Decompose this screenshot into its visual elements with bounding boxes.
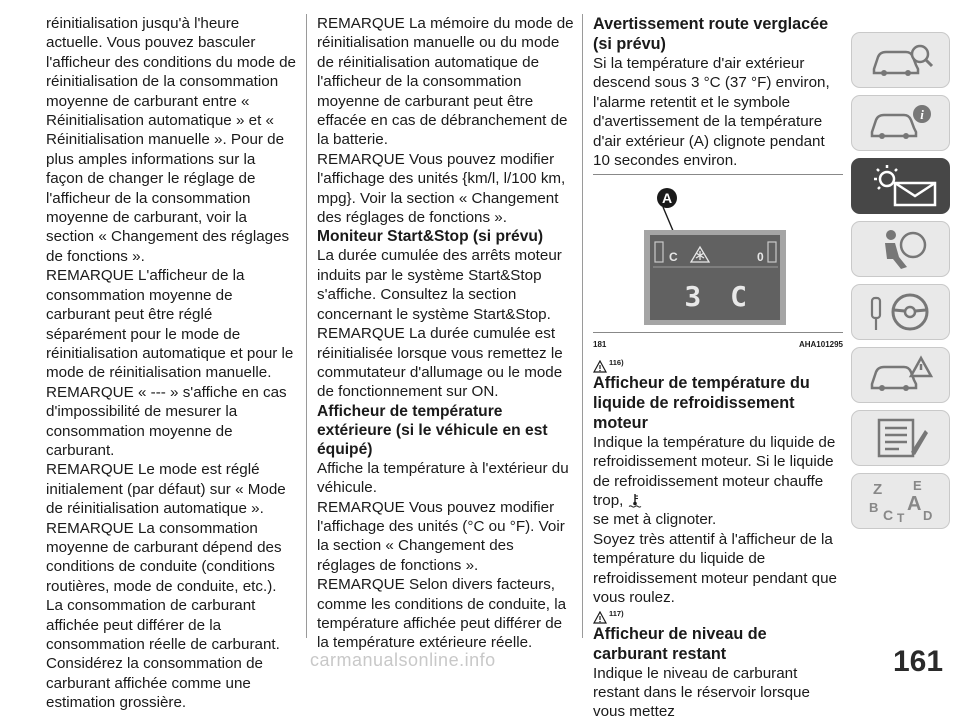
paragraph bbox=[593, 433, 843, 530]
column-1 bbox=[46, 14, 296, 713]
paragraph: REMARQUE Le mode est réglé initialement (par défaut) sur « Mode de réinitialisation automatique ». bbox=[46, 461, 286, 518]
column-divider bbox=[306, 14, 307, 638]
section-heading: Afficheur de température extérieure (si le véhicule en est équipé) bbox=[317, 402, 548, 458]
figure-caption bbox=[593, 332, 843, 354]
paragraph: REMARQUE La consommation moyenne de carburant dépend des conditions de conduite (conditions routières, mode de conduite, etc.). La consommation de carburant affichée peut différer de la consommation réelle de carburant. Considérez la consommation de carburant affichée comme une estimation grossière. bbox=[46, 519, 282, 712]
gauge-cold-label: C bbox=[669, 250, 678, 265]
callout-label: A bbox=[661, 190, 673, 207]
warning-reference bbox=[593, 610, 843, 624]
chapter-tab-starting-driving[interactable] bbox=[851, 284, 950, 340]
warning-reference bbox=[593, 359, 843, 373]
section-heading: Moniteur Start&Stop (si prévu) bbox=[317, 228, 544, 246]
figure-number: 181 bbox=[593, 340, 607, 350]
warning-light-message-icon bbox=[861, 163, 941, 209]
watermark: carmanualsonline.info bbox=[310, 650, 496, 670]
instrument-display-illustration bbox=[593, 175, 843, 332]
section-heading: Afficheur de niveau de carburant restant bbox=[593, 624, 767, 663]
index-letter: T bbox=[896, 511, 904, 524]
paragraph: REMARQUE Selon divers facteurs, comme les conditions de conduite, la température affichée peut différer de la température extérieure réelle. bbox=[317, 576, 567, 652]
paragraph: REMARQUE Vous pouvez modifier l'affichage des unités (°C ou °F). Voir la section « Changement des réglages de fonctions ». bbox=[317, 498, 565, 574]
chapter-tab-emergency[interactable] bbox=[851, 347, 950, 403]
coolant-temperature-icon bbox=[628, 493, 642, 508]
index-letter: D bbox=[922, 508, 932, 523]
paragraph: REMARQUE La mémoire du mode de réinitialisation manuelle ou du mode de réinitialisation automatique de l'afficheur de la consommation moyenne de carburant peut être effacée en cas de débranchement de la batterie. bbox=[317, 15, 574, 149]
chapter-tab-warning-lights[interactable] bbox=[851, 158, 950, 214]
paragraph: Si la température d'air extérieur descend sous 3 °C (37 °F) environ, l'alarme retentit et le symbole d'avertissement de la température d'air extérieur (A) clignote pendant 10 secondes environ. bbox=[593, 55, 830, 170]
airbag-icon bbox=[871, 227, 931, 271]
section-heading: Afficheur de température du liquide de refroidissement moteur bbox=[593, 373, 810, 432]
svg-text:i: i bbox=[919, 107, 924, 122]
column-divider bbox=[582, 14, 583, 638]
paragraph: REMARQUE Vous pouvez modifier l'affichage des unités {km/l, l/100 km, mpg}. Voir la section « Changement des réglages de fonctions ». bbox=[317, 150, 566, 227]
car-breakdown-icon bbox=[866, 354, 936, 396]
car-info-icon bbox=[866, 102, 936, 144]
index-letter: A bbox=[906, 493, 921, 515]
chapter-tab-car-info[interactable] bbox=[851, 95, 950, 151]
paragraph: La durée cumulée des arrêts moteur induits par le système Start&Stop s'affiche. Consultez la section concernant le système Start&Stop. bbox=[317, 247, 562, 323]
page-number: 161 bbox=[893, 645, 944, 678]
paragraph: Affiche la température à l'extérieur du véhicule. bbox=[317, 459, 569, 497]
chapter-sidebar bbox=[851, 32, 959, 536]
paragraph: Soyez très attentif à l'afficheur de la température du liquide de refroidissement moteur pendant que vous roulez. bbox=[593, 530, 837, 607]
paragraph: Indique le niveau de carburant restant dans le réservoir lorsque vous mettez bbox=[593, 664, 810, 721]
paragraph: REMARQUE L'afficheur de la consommation moyenne de carburant peut être réglé séparément pour le mode de réinitialisation automatique et pour le mode de réinitialisation manuelle. bbox=[46, 267, 294, 382]
figure-display-panel bbox=[593, 175, 843, 332]
car-search-icon bbox=[866, 39, 936, 81]
paragraph: REMARQUE La durée cumulée est réinitialisée lorsque vous remettez le commutateur d'allumage ou le mode de fonctionnement sur ON. bbox=[317, 325, 563, 401]
index-letter: E bbox=[912, 478, 922, 493]
warning-triangle-icon bbox=[593, 611, 607, 624]
outside-temperature-readout: 3 C bbox=[684, 280, 753, 314]
index-letter: C bbox=[882, 507, 893, 523]
figure-code: AHA101295 bbox=[798, 340, 843, 350]
column-2 bbox=[317, 14, 575, 653]
warning-reference-number: 116) bbox=[609, 358, 624, 368]
maintenance-list-icon bbox=[871, 416, 931, 460]
section-heading: Avertissement route verglacée (si prévu) bbox=[593, 15, 829, 53]
paragraph: REMARQUE « --- » s'affiche en cas d'impossibilité de mesurer la consommation moyenne de carburant. bbox=[46, 383, 287, 459]
gauge-fuel-label: 0 bbox=[757, 250, 764, 265]
index-letter: B bbox=[868, 500, 878, 515]
warning-reference-number: 117) bbox=[609, 609, 624, 619]
column-3 bbox=[593, 14, 843, 722]
paragraph-text: Indique la température du liquide de refroidissement moteur. Si le liquide de refroidissement moteur chauffe trop, bbox=[593, 433, 836, 510]
index-letter: Z bbox=[872, 481, 882, 498]
chapter-tab-index[interactable] bbox=[851, 473, 950, 529]
warning-triangle-icon bbox=[593, 360, 607, 373]
paragraph-text: se met à clignoter. bbox=[593, 511, 717, 529]
paragraph: réinitialisation jusqu'à l'heure actuelle. Vous pouvez basculer l'afficheur des conditions du mode de réinitialisation de la consommation moyenne de carburant entre « Réinitialisation automatique » et « Réinitialisation manuelle ». Pour de plus amples informations sur la façon de changer le réglage de l'afficheur de la consommation moyenne de carburant, voir la section « Changement des réglages de fonctions ». bbox=[46, 15, 297, 265]
chapter-tab-car-search[interactable] bbox=[851, 32, 950, 88]
steering-key-icon bbox=[866, 290, 936, 334]
chapter-tab-maintenance[interactable] bbox=[851, 410, 950, 466]
alphabetical-index-icon bbox=[861, 478, 941, 524]
chapter-tab-safety[interactable] bbox=[851, 221, 950, 277]
